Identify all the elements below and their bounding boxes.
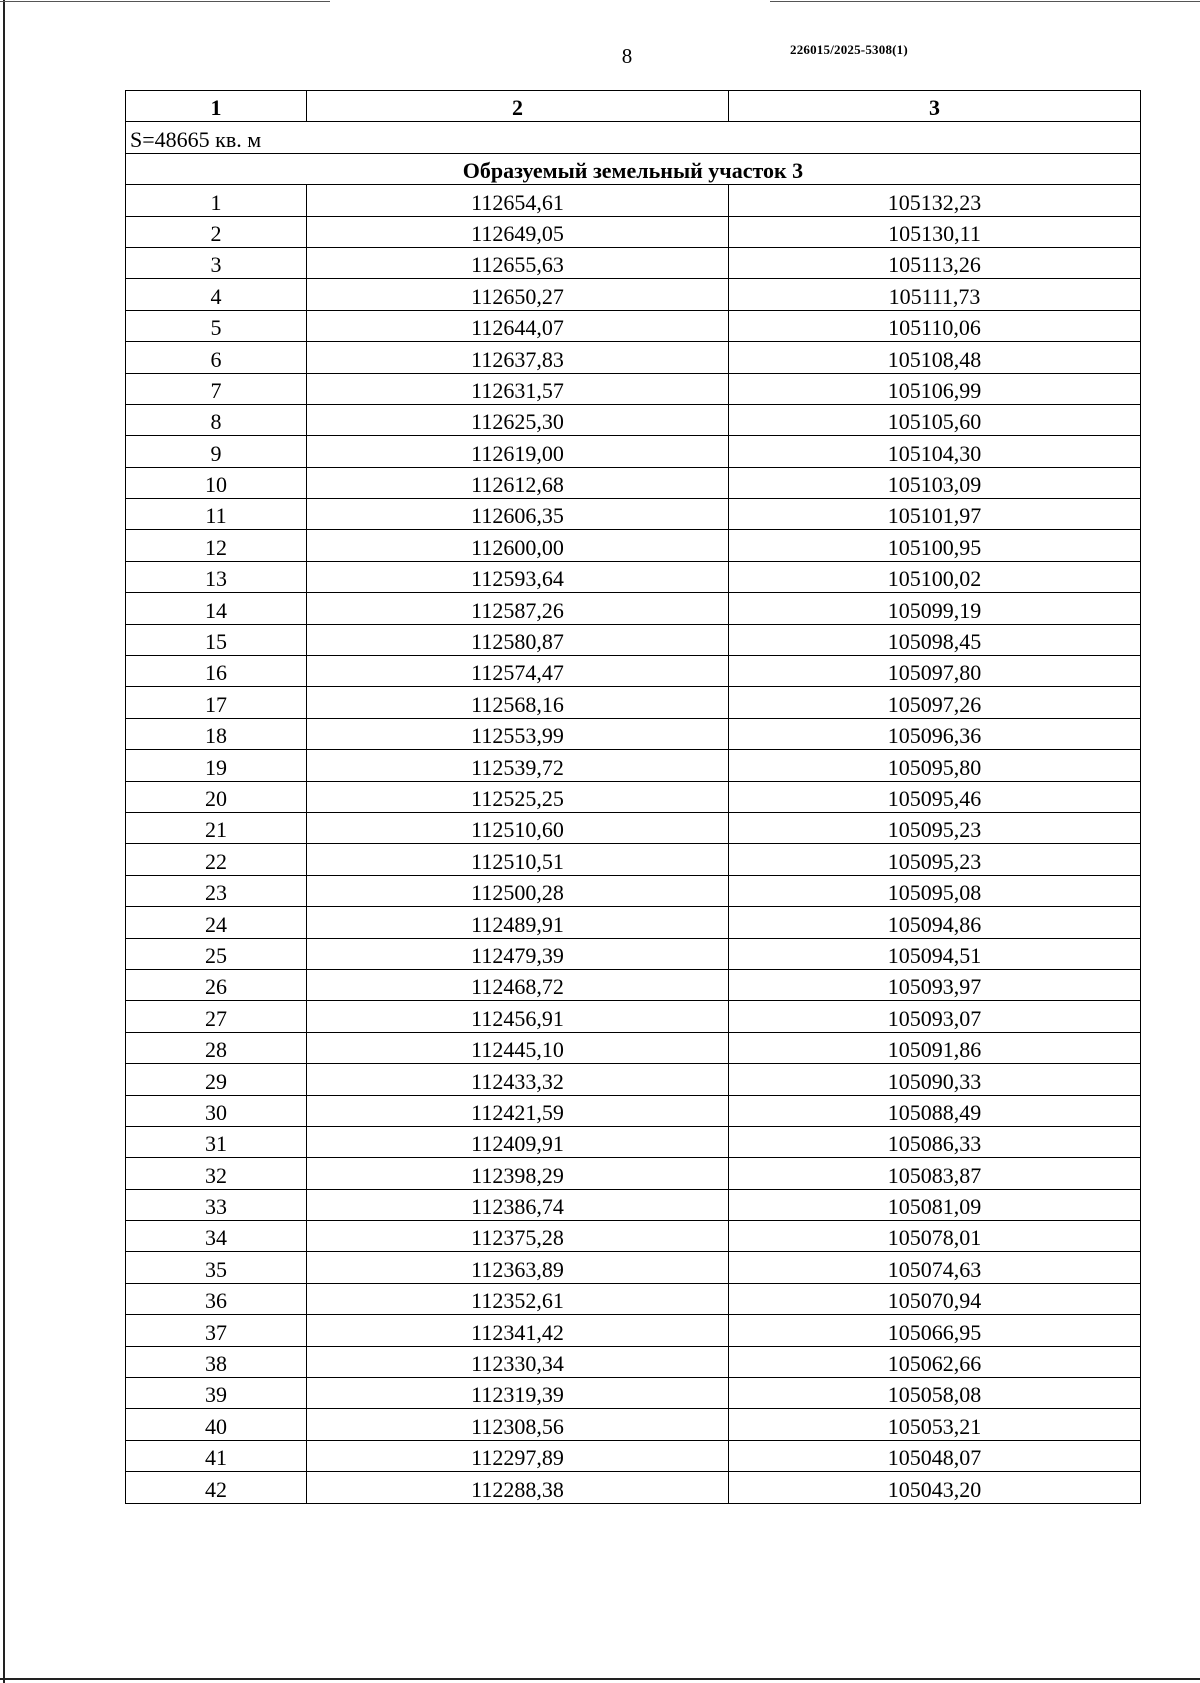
coordinate-y: 105093,97	[729, 969, 1141, 1000]
column-header-1: 1	[126, 91, 307, 122]
coordinate-x: 112479,39	[307, 938, 729, 969]
table-row	[126, 499, 1141, 530]
coordinate-y: 105108,48	[729, 342, 1141, 373]
coordinate-x: 112580,87	[307, 624, 729, 655]
table-body	[126, 122, 1141, 1503]
coordinate-x: 112468,72	[307, 969, 729, 1000]
table-row	[126, 279, 1141, 310]
coordinate-y: 105091,86	[729, 1032, 1141, 1063]
point-number: 39	[126, 1378, 307, 1409]
table-row	[126, 1126, 1141, 1157]
table-row	[126, 1346, 1141, 1377]
coordinate-y: 105062,66	[729, 1346, 1141, 1377]
point-number: 2	[126, 216, 307, 247]
coordinate-x: 112445,10	[307, 1032, 729, 1063]
area-row	[126, 122, 1141, 153]
coordinate-y: 105081,09	[729, 1189, 1141, 1220]
point-number: 22	[126, 844, 307, 875]
coordinate-y: 105099,19	[729, 593, 1141, 624]
point-number: 24	[126, 907, 307, 938]
table-row	[126, 1409, 1141, 1440]
table-row	[126, 844, 1141, 875]
coordinate-x: 112606,35	[307, 499, 729, 530]
coordinate-x: 112600,00	[307, 530, 729, 561]
table-row	[126, 1315, 1141, 1346]
coordinate-x: 112553,99	[307, 718, 729, 749]
coordinate-x: 112352,61	[307, 1283, 729, 1314]
scan-edge-top-left	[0, 1, 330, 2]
table-row	[126, 718, 1141, 749]
coordinate-x: 112330,34	[307, 1346, 729, 1377]
coordinate-x: 112631,57	[307, 373, 729, 404]
point-number: 4	[126, 279, 307, 310]
coordinate-y: 105095,23	[729, 844, 1141, 875]
table-row	[126, 656, 1141, 687]
scan-edge-bottom	[0, 1678, 1200, 1680]
coordinate-x: 112654,61	[307, 185, 729, 216]
table-row	[126, 1189, 1141, 1220]
column-header-2: 2	[307, 91, 729, 122]
coordinate-x: 112375,28	[307, 1221, 729, 1252]
coordinate-x: 112593,64	[307, 561, 729, 592]
table-row	[126, 1252, 1141, 1283]
point-number: 18	[126, 718, 307, 749]
coordinate-y: 105097,26	[729, 687, 1141, 718]
coordinate-y: 105103,09	[729, 467, 1141, 498]
coordinate-y: 105095,23	[729, 812, 1141, 843]
coordinate-x: 112619,00	[307, 436, 729, 467]
coordinate-y: 105097,80	[729, 656, 1141, 687]
coordinate-x: 112510,51	[307, 844, 729, 875]
coordinate-x: 112525,25	[307, 781, 729, 812]
table-header-row	[126, 91, 1141, 122]
table-row	[126, 1440, 1141, 1471]
coordinate-y: 105058,08	[729, 1378, 1141, 1409]
table-row	[126, 750, 1141, 781]
coordinate-y: 105093,07	[729, 1001, 1141, 1032]
table-row	[126, 687, 1141, 718]
table-row	[126, 342, 1141, 373]
coordinate-x: 112409,91	[307, 1126, 729, 1157]
coordinate-y: 105100,95	[729, 530, 1141, 561]
coordinate-y: 105043,20	[729, 1472, 1141, 1503]
coordinate-x: 112612,68	[307, 467, 729, 498]
coordinate-x: 112500,28	[307, 875, 729, 906]
document-reference: 226015/2025-5308(1)	[790, 42, 908, 57]
coordinate-y: 105113,26	[729, 247, 1141, 278]
point-number: 28	[126, 1032, 307, 1063]
coordinate-y: 105053,21	[729, 1409, 1141, 1440]
point-number: 36	[126, 1283, 307, 1314]
point-number: 33	[126, 1189, 307, 1220]
coordinate-x: 112456,91	[307, 1001, 729, 1032]
coordinate-y: 105066,95	[729, 1315, 1141, 1346]
coordinate-x: 112341,42	[307, 1315, 729, 1346]
table-row	[126, 404, 1141, 435]
point-number: 7	[126, 373, 307, 404]
point-number: 20	[126, 781, 307, 812]
coordinate-x: 112386,74	[307, 1189, 729, 1220]
coordinate-x: 112625,30	[307, 404, 729, 435]
coordinate-x: 112539,72	[307, 750, 729, 781]
table-row	[126, 247, 1141, 278]
coordinate-y: 105086,33	[729, 1126, 1141, 1157]
table-row	[126, 1001, 1141, 1032]
coordinate-x: 112587,26	[307, 593, 729, 624]
point-number: 19	[126, 750, 307, 781]
coordinate-y: 105083,87	[729, 1158, 1141, 1189]
table-row	[126, 561, 1141, 592]
table-row	[126, 1378, 1141, 1409]
coordinate-y: 105095,80	[729, 750, 1141, 781]
table-row	[126, 216, 1141, 247]
table-row	[126, 1158, 1141, 1189]
coordinate-y: 105098,45	[729, 624, 1141, 655]
point-number: 9	[126, 436, 307, 467]
coordinate-x: 112433,32	[307, 1064, 729, 1095]
coordinate-x: 112655,63	[307, 247, 729, 278]
table-row	[126, 593, 1141, 624]
coordinate-x: 112489,91	[307, 907, 729, 938]
point-number: 42	[126, 1472, 307, 1503]
area-value: S=48665 кв. м	[126, 122, 1141, 153]
table-row	[126, 373, 1141, 404]
point-number: 31	[126, 1126, 307, 1157]
coordinate-x: 112308,56	[307, 1409, 729, 1440]
point-number: 1	[126, 185, 307, 216]
point-number: 5	[126, 310, 307, 341]
coordinate-x: 112568,16	[307, 687, 729, 718]
coordinate-y: 105070,94	[729, 1283, 1141, 1314]
table-row	[126, 624, 1141, 655]
coordinate-y: 105106,99	[729, 373, 1141, 404]
coordinate-y: 105111,73	[729, 279, 1141, 310]
point-number: 27	[126, 1001, 307, 1032]
coordinate-x: 112319,39	[307, 1378, 729, 1409]
coordinate-y: 105074,63	[729, 1252, 1141, 1283]
point-number: 8	[126, 404, 307, 435]
coordinate-y: 105088,49	[729, 1095, 1141, 1126]
coordinate-y: 105101,97	[729, 499, 1141, 530]
coordinates-table	[125, 90, 1141, 1504]
coordinate-y: 105130,11	[729, 216, 1141, 247]
coordinate-x: 112649,05	[307, 216, 729, 247]
table-row	[126, 1095, 1141, 1126]
point-number: 40	[126, 1409, 307, 1440]
coordinate-x: 112288,38	[307, 1472, 729, 1503]
page-number: 8	[621, 44, 633, 68]
point-number: 14	[126, 593, 307, 624]
point-number: 30	[126, 1095, 307, 1126]
point-number: 35	[126, 1252, 307, 1283]
table-row	[126, 1221, 1141, 1252]
table-row	[126, 1472, 1141, 1503]
table-row	[126, 907, 1141, 938]
table-row	[126, 969, 1141, 1000]
coordinate-y: 105095,08	[729, 875, 1141, 906]
coordinate-y: 105096,36	[729, 718, 1141, 749]
point-number: 23	[126, 875, 307, 906]
table-row	[126, 781, 1141, 812]
coordinate-x: 112363,89	[307, 1252, 729, 1283]
point-number: 25	[126, 938, 307, 969]
point-number: 38	[126, 1346, 307, 1377]
coordinate-y: 105048,07	[729, 1440, 1141, 1471]
coordinate-x: 112574,47	[307, 656, 729, 687]
coordinate-y: 105094,86	[729, 907, 1141, 938]
coordinate-x: 112510,60	[307, 812, 729, 843]
point-number: 41	[126, 1440, 307, 1471]
coordinate-y: 105105,60	[729, 404, 1141, 435]
point-number: 12	[126, 530, 307, 561]
coordinate-y: 105078,01	[729, 1221, 1141, 1252]
table-row	[126, 812, 1141, 843]
coordinate-y: 105094,51	[729, 938, 1141, 969]
point-number: 10	[126, 467, 307, 498]
point-number: 29	[126, 1064, 307, 1095]
point-number: 17	[126, 687, 307, 718]
table-row	[126, 530, 1141, 561]
coordinate-y: 105090,33	[729, 1064, 1141, 1095]
coordinate-y: 105132,23	[729, 185, 1141, 216]
point-number: 37	[126, 1315, 307, 1346]
point-number: 3	[126, 247, 307, 278]
coordinate-x: 112644,07	[307, 310, 729, 341]
table-row	[126, 185, 1141, 216]
point-number: 16	[126, 656, 307, 687]
point-number: 34	[126, 1221, 307, 1252]
coordinate-x: 112398,29	[307, 1158, 729, 1189]
section-title-row	[126, 153, 1141, 184]
table-row	[126, 1064, 1141, 1095]
point-number: 15	[126, 624, 307, 655]
coordinate-y: 105104,30	[729, 436, 1141, 467]
table-row	[126, 467, 1141, 498]
coordinate-y: 105110,06	[729, 310, 1141, 341]
scan-edge-top-right	[770, 1, 1200, 2]
table-row	[126, 310, 1141, 341]
point-number: 11	[126, 499, 307, 530]
point-number: 26	[126, 969, 307, 1000]
table-row	[126, 938, 1141, 969]
coordinate-x: 112650,27	[307, 279, 729, 310]
section-title: Образуемый земельный участок 3	[126, 153, 1141, 184]
point-number: 21	[126, 812, 307, 843]
table-row	[126, 875, 1141, 906]
point-number: 32	[126, 1158, 307, 1189]
coordinate-x: 112637,83	[307, 342, 729, 373]
scan-edge-left	[3, 0, 5, 1683]
column-header-3: 3	[729, 91, 1141, 122]
coordinate-y: 105100,02	[729, 561, 1141, 592]
coordinate-y: 105095,46	[729, 781, 1141, 812]
coordinate-x: 112297,89	[307, 1440, 729, 1471]
table-row	[126, 1032, 1141, 1063]
table-row	[126, 436, 1141, 467]
table-row	[126, 1283, 1141, 1314]
point-number: 6	[126, 342, 307, 373]
point-number: 13	[126, 561, 307, 592]
coordinate-x: 112421,59	[307, 1095, 729, 1126]
